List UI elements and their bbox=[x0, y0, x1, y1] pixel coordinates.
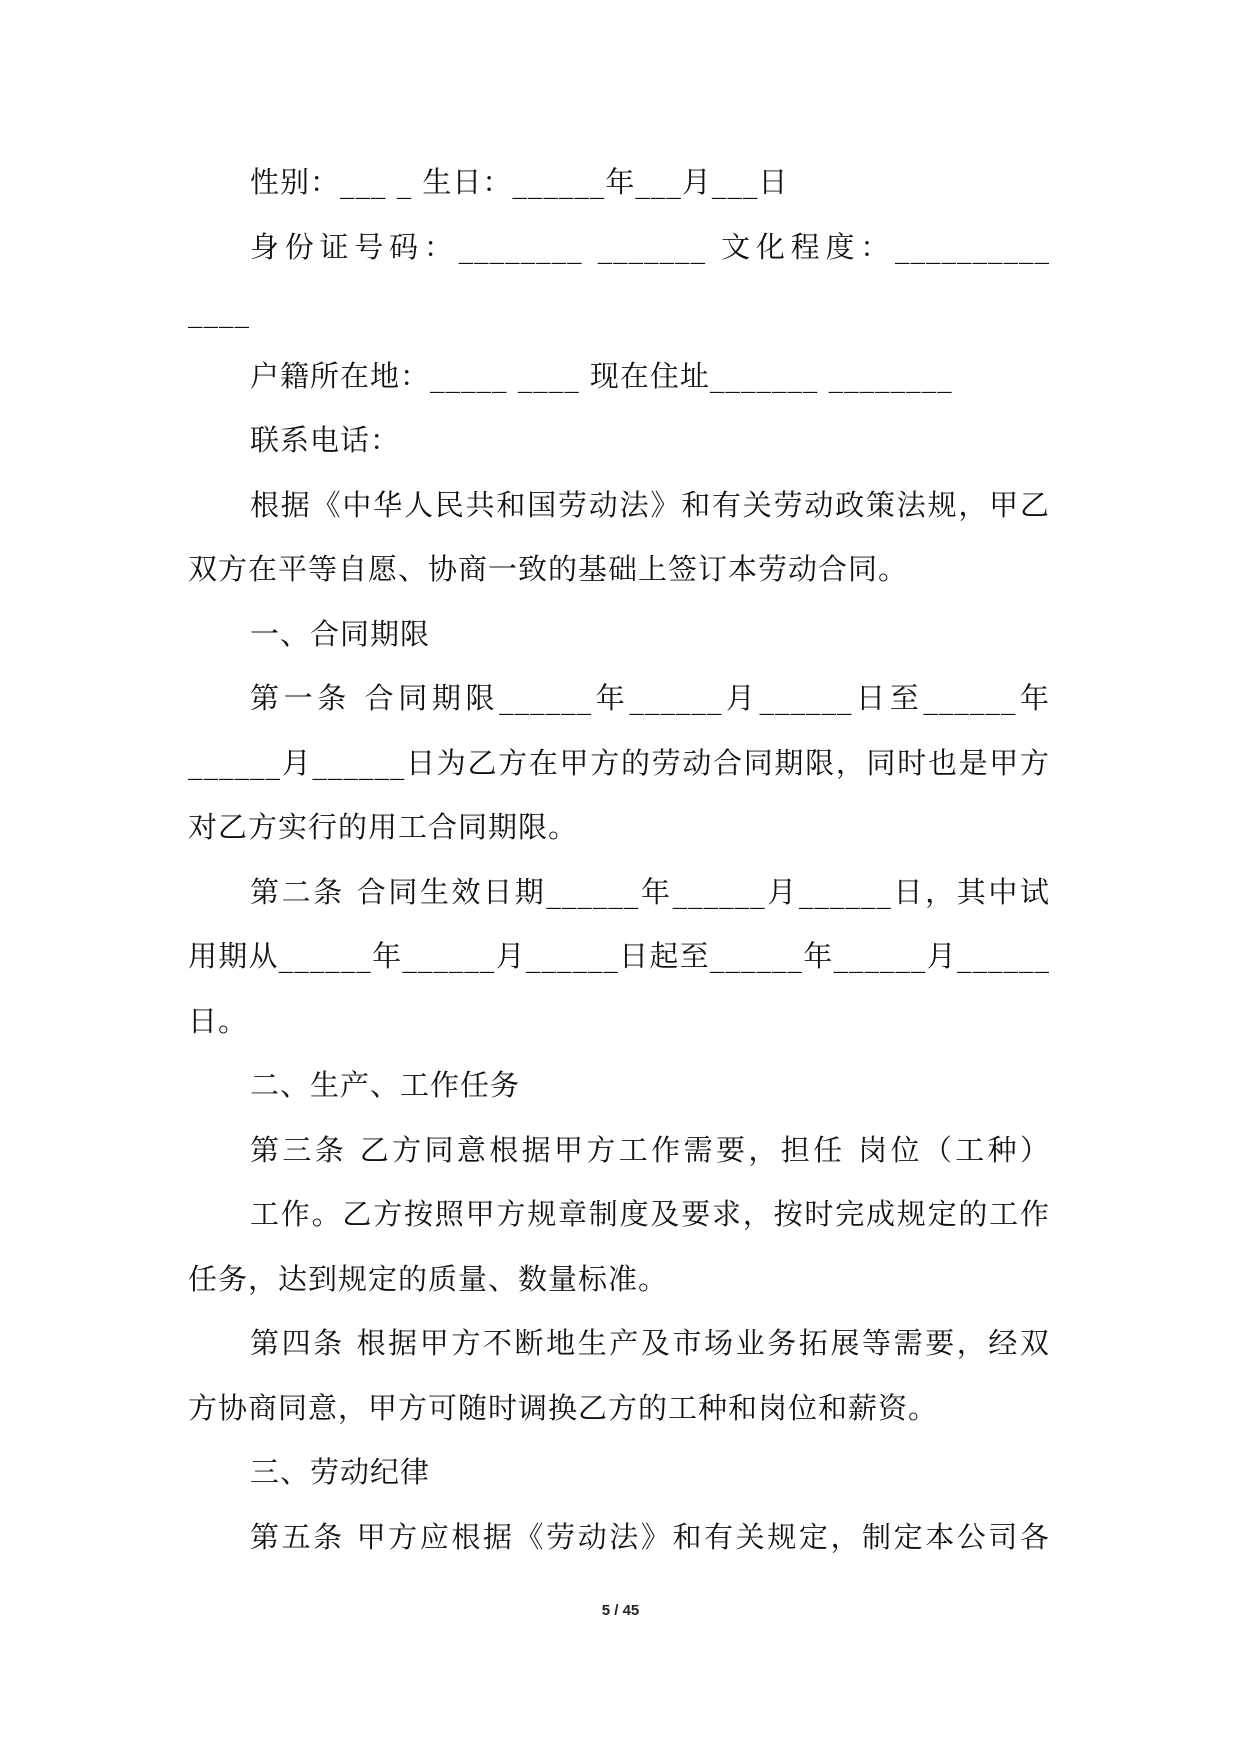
article-1-cont: ______月______日为乙方在甲方的劳动合同期限，同时也是甲方 bbox=[188, 745, 1050, 780]
paragraph-preamble-cont: 双方在平等自愿、协商一致的基础上签订本劳动合同。 bbox=[188, 552, 909, 586]
article-2: 第二条 合同生效日期______年______月______日，其中试 bbox=[250, 874, 1050, 909]
paragraph-preamble: 根据《中华人民共和国劳动法》和有关劳动政策法规，甲乙 bbox=[250, 487, 1050, 522]
field-gender-birthday: 性别：___ _ 生日：______年___月___日 bbox=[250, 165, 789, 199]
section-heading-discipline: 三、劳动纪律 bbox=[250, 1455, 431, 1489]
page-number: 5 / 45 bbox=[601, 1602, 640, 1619]
section-heading-term: 一、合同期限 bbox=[250, 616, 431, 651]
article-4-cont: 方协商同意，甲方可随时调换乙方的工种和岗位和薪资。 bbox=[188, 1390, 939, 1425]
article-2-cont-2: 日。 bbox=[188, 1003, 249, 1038]
article-3: 第三条 乙方同意根据甲方工作需要，担任 岗位（工种） bbox=[250, 1132, 1050, 1167]
field-education-continued: ____ bbox=[188, 294, 250, 328]
field-id-education: 身份证号码：________ _______ 文化程度：__________ bbox=[250, 229, 1050, 264]
article-1: 第一条 合同期限______年______月______日至______年 bbox=[250, 681, 1050, 715]
article-3-cont-2: 任务，达到规定的质量、数量标准。 bbox=[188, 1261, 669, 1296]
section-heading-tasks: 二、生产、工作任务 bbox=[250, 1068, 521, 1102]
article-3-cont: 工作。乙方按照甲方规章制度及要求，按时完成规定的工作 bbox=[250, 1197, 1050, 1231]
field-residence-address: 户籍所在地：_____ ____ 现在住址_______ ________ bbox=[250, 358, 953, 393]
article-2-cont: 用期从______年______月______日起至______年______月______ bbox=[188, 939, 1050, 973]
field-phone: 联系电话： bbox=[250, 423, 401, 457]
document-body bbox=[188, 150, 1050, 1569]
article-4: 第四条 根据甲方不断地生产及市场业务拓展等需要，经双 bbox=[250, 1326, 1050, 1360]
article-1-cont-2: 对乙方实行的用工合同期限。 bbox=[188, 810, 579, 844]
article-5: 第五条 甲方应根据《劳动法》和有关规定，制定本公司各 bbox=[250, 1519, 1050, 1554]
